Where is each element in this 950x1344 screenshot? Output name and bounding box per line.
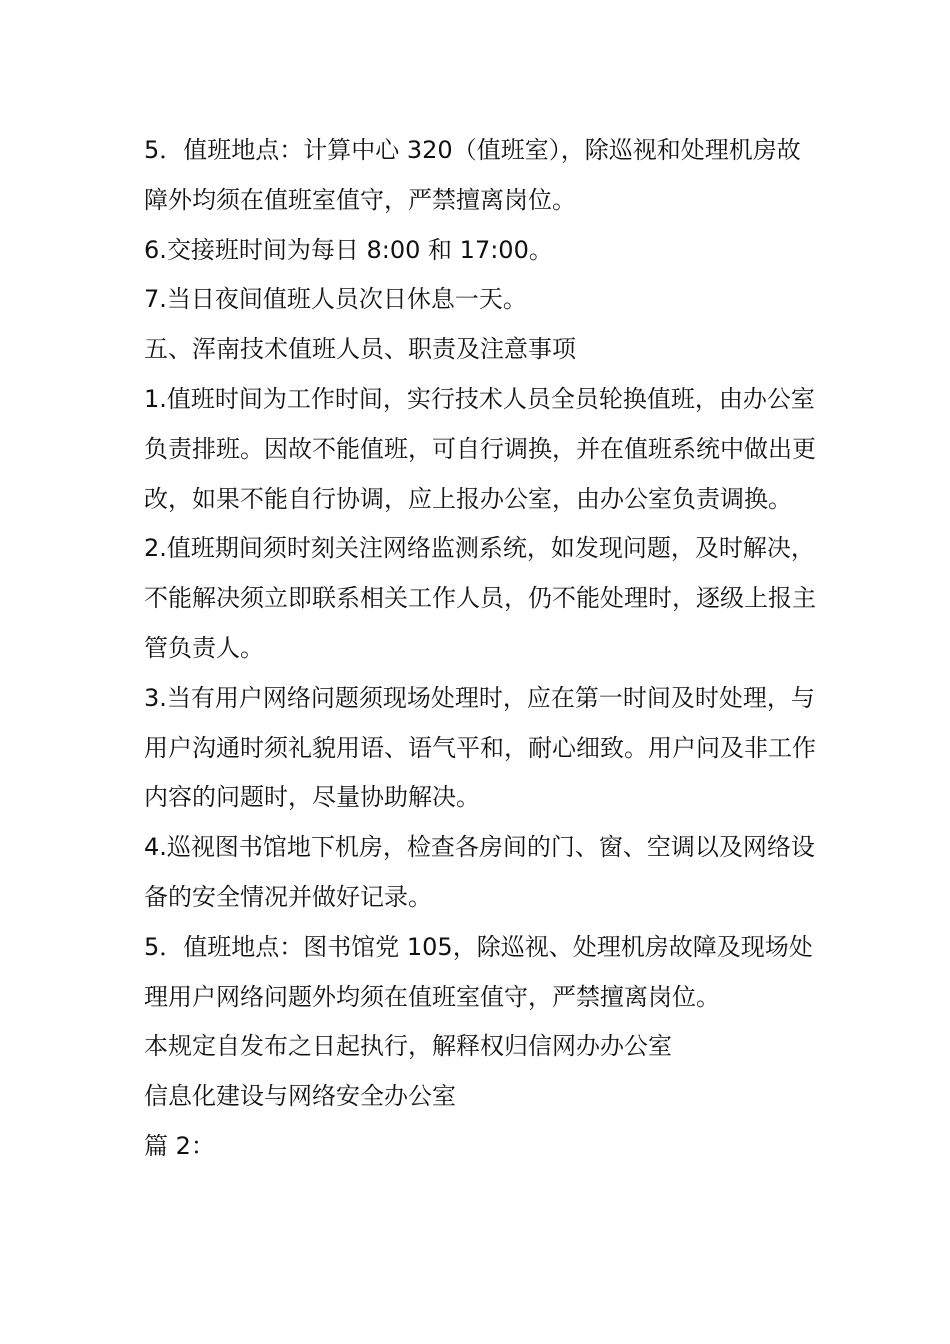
- paragraph-duty-hours: 1.值班时间为工作时间，实行技术人员全员轮换值班，由办公室负责排班。因故不能值班，可自行调换，并在值班系统中做出更改，如果不能自行协调，应上报办公室，由办公室负责调换。: [144, 384, 816, 513]
- paragraph-monitoring: 2.值班期间须时刻关注网络监测系统，如发现问题，及时解决，不能解决须立即联系相关工作人员，仍不能处理时，逐级上报主管负责人。: [144, 534, 816, 662]
- paragraph-duty-location-computing-center: 5．值班地点：计算中心 320（值班室），除巡视和处理机房故障外均须在值班室值守，严禁擅离岗位。: [144, 136, 801, 214]
- paragraph-issuing-office: 信息化建设与网络安全办公室: [144, 1082, 456, 1111]
- paragraph-part-two-heading: 篇 2：: [144, 1131, 215, 1160]
- document-body: [144, 126, 824, 1172]
- paragraph-night-shift-rest: 7.当日夜间值班人员次日休息一天。: [144, 285, 527, 314]
- paragraph-machine-room-inspection: 4.巡视图书馆地下机房，检查各房间的门、窗、空调以及网络设备的安全情况并做好记录。: [144, 833, 815, 911]
- section-heading-hunnan: 五、浑南技术值班人员、职责及注意事项: [144, 335, 576, 364]
- paragraph-shift-change-time: 6.交接班时间为每日 8:00 和 17:00。: [144, 235, 553, 264]
- paragraph-duty-location-library: 5．值班地点：图书馆党 105，除巡视、处理机房故障及现场处理用户网络问题外均须在值班室值守，严禁擅离岗位。: [144, 932, 813, 1011]
- paragraph-effective-date: 本规定自发布之日起执行，解释权归信网办办公室: [144, 1032, 672, 1061]
- paragraph-onsite-handling: 3.当有用户网络问题须现场处理时，应在第一时间及时处理，与用户沟通时须礼貌用语、语气平和，耐心细致。用户问及非工作内容的问题时，尽量协助解决。: [144, 683, 816, 812]
